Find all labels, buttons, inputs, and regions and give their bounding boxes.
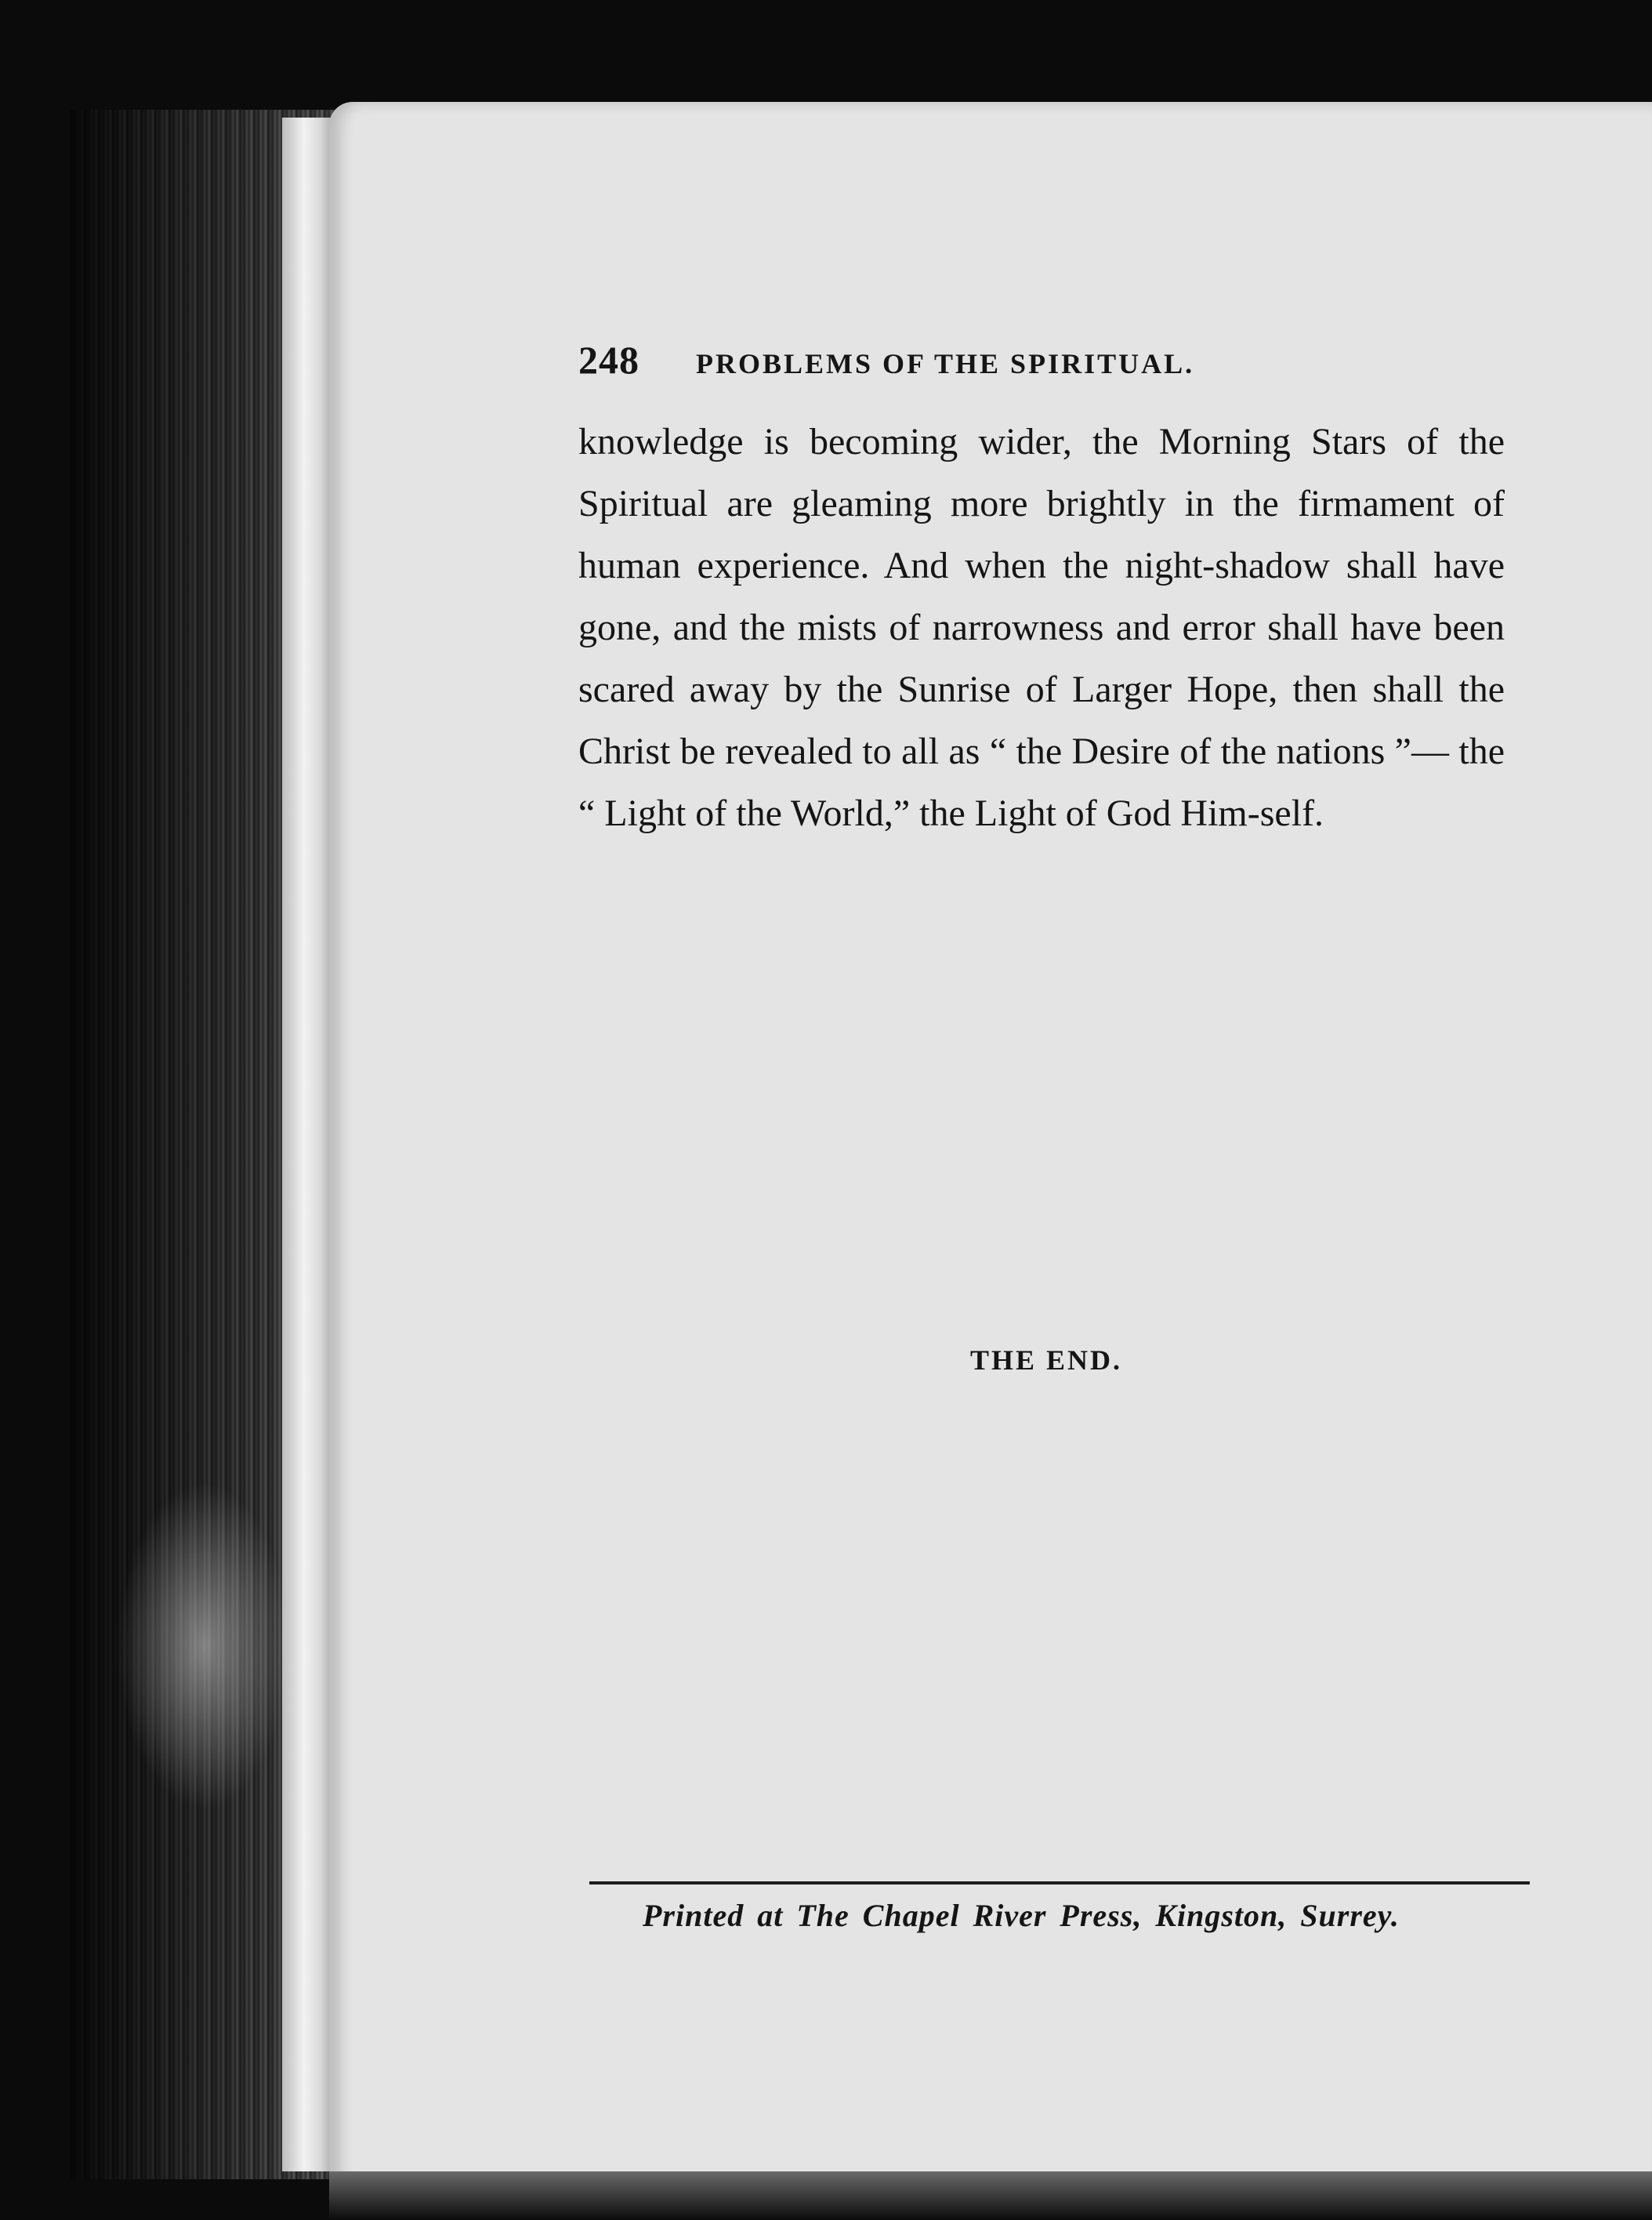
- body-paragraph: knowledge is becoming wider, the Morning Stars of the Spiritual are gleaming more brightly in the firmament of human experience. And when the night-shadow shall have gone, and the mists of narrowness and error shall have been scared away by the Sunrise of Larger Hope, then shall the Christ be revealed to all as “ the Desire of the nations ”— the “ Light of the World,” the Light of God Him-self.: [578, 421, 1505, 834]
- running-head: [578, 337, 1505, 383]
- printer-imprint: Printed at The Chapel River Press, Kingston, Surrey.: [643, 1898, 1400, 1933]
- colophon-rule: [589, 1881, 1530, 1884]
- page-number: 248: [578, 338, 639, 382]
- the-end-label: THE END.: [970, 1344, 1123, 1376]
- text-block: [578, 337, 1505, 844]
- bottom-shadow: [329, 2171, 1652, 2220]
- running-head-title: PROBLEMS OF THE SPIRITUAL.: [696, 348, 1195, 379]
